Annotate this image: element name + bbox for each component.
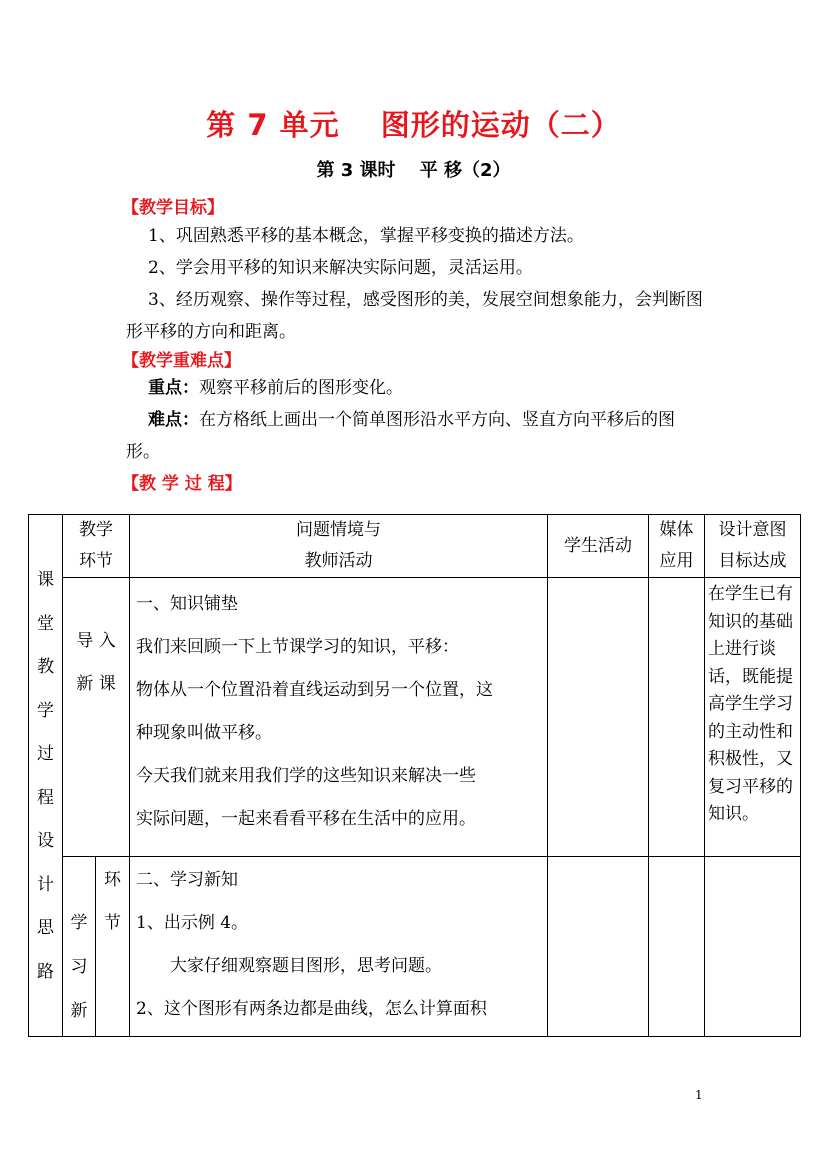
student-activity-cell — [548, 578, 649, 857]
header-media: 媒体 应用 — [649, 515, 705, 578]
difficult-text: 在方格纸上画出一个简单图形沿水平方向、竖直方向平移后的图形。 — [126, 410, 675, 462]
header-student: 学生活动 — [548, 515, 649, 578]
design-intent-cell — [705, 857, 801, 1037]
difficult-label: 难点： — [148, 410, 199, 430]
stage-learn-b: 环 节 — [96, 857, 130, 1037]
document-title: 第 7 单元 图形的运动（二） — [206, 108, 621, 142]
side-label-char: 计 — [37, 874, 54, 895]
side-label-char: 堂 — [37, 613, 54, 634]
lesson-process-table — [28, 514, 801, 1037]
header-design: 设计意图 目标达成 — [705, 515, 801, 578]
media-cell — [649, 857, 705, 1037]
side-label-cell — [29, 515, 63, 1037]
stage-intro: 导 入 新 课 — [63, 578, 130, 857]
side-label-char: 学 — [37, 700, 54, 721]
process-heading: 【教 学 过 程】 — [122, 474, 242, 494]
design-intent-cell: 在学生已有知识的基础上进行谈话，既能提高学生学习的主动性和积极性，又复习平移的知识。 — [705, 578, 801, 857]
content-line: 种现象叫做平移。 — [136, 723, 272, 743]
content-line: 实际问题，一起来看看平移在生活中的应用。 — [136, 809, 476, 829]
side-label-char: 设 — [37, 831, 54, 851]
objective-item: 2、学会用平移的知识来解决实际问题，灵活运用。 — [148, 258, 533, 278]
key-text: 观察平移前后的图形变化。 — [199, 378, 403, 398]
key-point — [126, 372, 706, 404]
page-number: 1 — [695, 1088, 703, 1102]
side-label-char: 程 — [37, 787, 54, 808]
key-label: 重点： — [148, 378, 199, 398]
side-label-char: 思 — [37, 918, 54, 938]
side-label-char: 教 — [37, 657, 54, 677]
content-line: 1、出示例 4。 — [136, 913, 249, 933]
content-line: 今天我们就来用我们学的这些知识来解决一些 — [136, 766, 476, 786]
content-line: 2、这个图形有两条边都是曲线，怎么计算面积 — [136, 999, 487, 1019]
side-label-char: 路 — [37, 961, 54, 982]
side-label-char: 课 — [37, 570, 54, 590]
student-activity-cell — [548, 857, 649, 1037]
keypoints-heading: 【教学重难点】 — [122, 351, 241, 371]
content-line: 我们来回顾一下上节课学习的知识，平移： — [136, 637, 459, 657]
side-label-char: 过 — [37, 744, 54, 764]
difficult-point — [126, 404, 704, 468]
content-line: 一、知识铺垫 — [136, 594, 238, 614]
intro-content — [130, 578, 548, 857]
content-line: 物体从一个位置沿着直线运动到另一个位置，这 — [136, 680, 493, 700]
media-cell — [649, 578, 705, 857]
stage-learn-a: 学 习 新 — [63, 857, 96, 1037]
objective-item: 3、经历观察、操作等过程，感受图形的美，发展空间想象能力，会判断图形平移的方向和距离。 — [126, 290, 703, 342]
lesson-subtitle: 第 3 课时 平 移（2） — [316, 160, 511, 181]
content-line: 大家仔细观察题目图形，思考问题。 — [136, 956, 442, 976]
header-teacher: 问题情境与 教师活动 — [130, 515, 548, 578]
content-line: 二、学习新知 — [136, 870, 238, 890]
header-stage: 教学 环节 — [63, 515, 130, 578]
learn-content — [130, 857, 548, 1037]
objective-item: 1、巩固熟悉平移的基本概念，掌握平移变换的描述方法。 — [148, 226, 584, 246]
objectives-heading: 【教学目标】 — [122, 198, 224, 218]
